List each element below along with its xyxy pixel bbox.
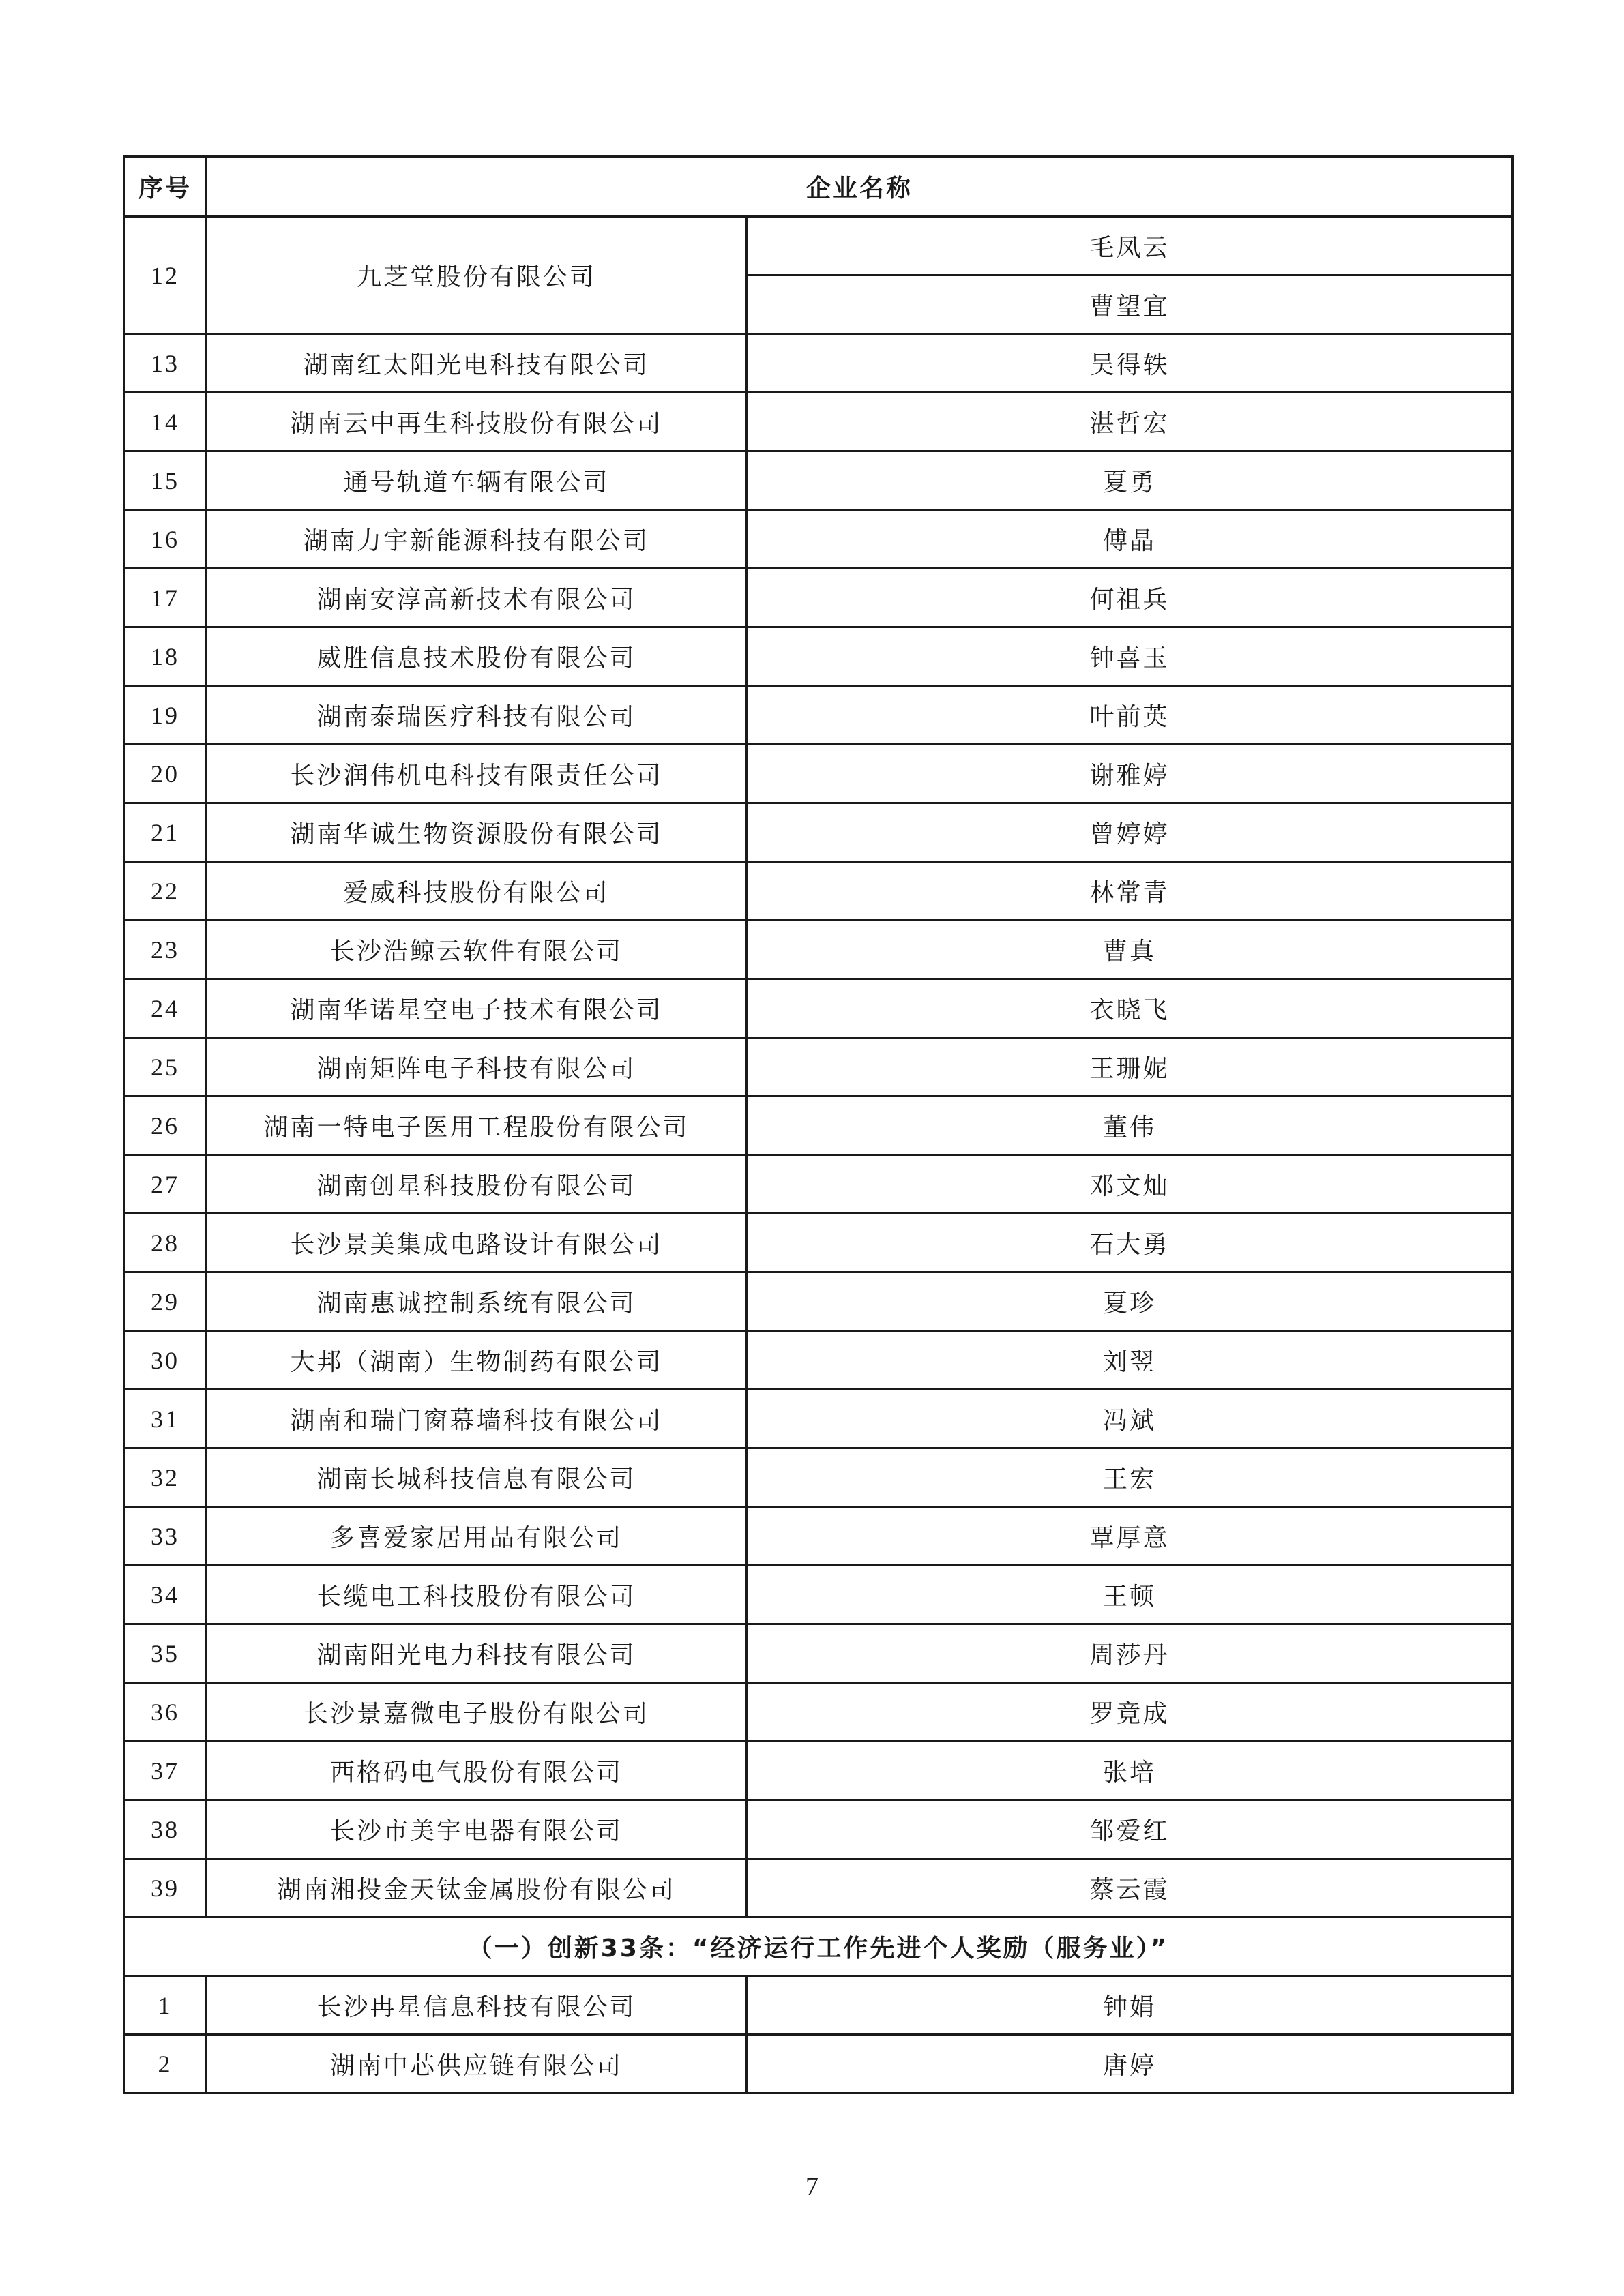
- row-seq: 33: [124, 1507, 207, 1566]
- row-seq: 12: [124, 217, 207, 334]
- table-row: [124, 1331, 1513, 1390]
- table-row: [124, 1624, 1513, 1683]
- header-seq: 序号: [124, 157, 207, 217]
- table-row: [124, 921, 1513, 979]
- row-seq: 20: [124, 745, 207, 803]
- row-person: 夏珍: [747, 1272, 1513, 1331]
- row-person: 傅晶: [747, 510, 1513, 569]
- table-row: [124, 1683, 1513, 1742]
- row-company: 威胜信息技术股份有限公司: [207, 627, 747, 686]
- row-company: 西格码电气股份有限公司: [207, 1742, 747, 1800]
- row-seq: 21: [124, 803, 207, 862]
- row-company: 长沙润伟机电科技有限责任公司: [207, 745, 747, 803]
- row-person: 石大勇: [747, 1214, 1513, 1272]
- row-seq: 27: [124, 1155, 207, 1214]
- row-seq: 14: [124, 393, 207, 451]
- row-seq: 32: [124, 1448, 207, 1507]
- row-seq: 36: [124, 1683, 207, 1742]
- table-row: [124, 686, 1513, 745]
- row-person: 罗竟成: [747, 1683, 1513, 1742]
- table-row: [124, 217, 1513, 275]
- row-company: 湖南力宇新能源科技有限公司: [207, 510, 747, 569]
- row-seq: 19: [124, 686, 207, 745]
- row-person: 吴得轶: [747, 334, 1513, 393]
- row-company: 湖南矩阵电子科技有限公司: [207, 1038, 747, 1097]
- row-person: 邓文灿: [747, 1155, 1513, 1214]
- row-person: 王珊妮: [747, 1038, 1513, 1097]
- row-person: 钟娟: [747, 1976, 1513, 2035]
- row-company: 湖南红太阳光电科技有限公司: [207, 334, 747, 393]
- table-row: [124, 569, 1513, 627]
- section-title: （一）创新33条：“经济运行工作先进个人奖励（服务业）”: [124, 1918, 1513, 1976]
- section-row: [124, 1918, 1513, 1976]
- row-person: 衣晓飞: [747, 979, 1513, 1038]
- row-company: 湖南安淳高新技术有限公司: [207, 569, 747, 627]
- row-company: 长沙市美宇电器有限公司: [207, 1800, 747, 1859]
- row-seq: 38: [124, 1800, 207, 1859]
- table-header-row: [124, 157, 1513, 217]
- row-person: 何祖兵: [747, 569, 1513, 627]
- row-company: 湖南一特电子医用工程股份有限公司: [207, 1097, 747, 1155]
- table-body: [124, 217, 1513, 2093]
- row-person: 曾婷婷: [747, 803, 1513, 862]
- table-row: [124, 745, 1513, 803]
- table-row: [124, 1038, 1513, 1097]
- award-list-table: [123, 155, 1514, 2094]
- row-seq: 34: [124, 1566, 207, 1624]
- row-seq: 15: [124, 451, 207, 510]
- table-row: [124, 393, 1513, 451]
- table-row: [124, 1214, 1513, 1272]
- row-person: 王宏: [747, 1448, 1513, 1507]
- row-company: 湖南阳光电力科技有限公司: [207, 1624, 747, 1683]
- row-seq: 16: [124, 510, 207, 569]
- table-row: [124, 2035, 1513, 2093]
- row-person: 冯斌: [747, 1390, 1513, 1448]
- row-seq: 25: [124, 1038, 207, 1097]
- row-company: 湖南长城科技信息有限公司: [207, 1448, 747, 1507]
- row-seq: 23: [124, 921, 207, 979]
- row-person: 曹望宜: [747, 275, 1513, 334]
- row-company: 大邦（湖南）生物制药有限公司: [207, 1331, 747, 1390]
- row-person: 毛凤云: [747, 217, 1513, 275]
- table-row: [124, 1390, 1513, 1448]
- row-seq: 28: [124, 1214, 207, 1272]
- row-company: 湖南和瑞门窗幕墙科技有限公司: [207, 1390, 747, 1448]
- row-company: 湖南华诺星空电子技术有限公司: [207, 979, 747, 1038]
- row-seq: 17: [124, 569, 207, 627]
- table-row: [124, 334, 1513, 393]
- table-row: [124, 1800, 1513, 1859]
- table-row: [124, 1566, 1513, 1624]
- row-person: 夏勇: [747, 451, 1513, 510]
- page-number: 7: [806, 2173, 818, 2201]
- row-seq: 31: [124, 1390, 207, 1448]
- row-company: 湖南泰瑞医疗科技有限公司: [207, 686, 747, 745]
- row-person: 董伟: [747, 1097, 1513, 1155]
- table-row: [124, 451, 1513, 510]
- table-row: [124, 1097, 1513, 1155]
- row-person: 周莎丹: [747, 1624, 1513, 1683]
- table-row: [124, 1155, 1513, 1214]
- table-row: [124, 1976, 1513, 2035]
- row-person: 蔡云霞: [747, 1859, 1513, 1918]
- row-seq: 29: [124, 1272, 207, 1331]
- table-row: [124, 979, 1513, 1038]
- row-company: 湖南惠诚控制系统有限公司: [207, 1272, 747, 1331]
- table-row: [124, 1272, 1513, 1331]
- row-company: 长沙景美集成电路设计有限公司: [207, 1214, 747, 1272]
- table-row: [124, 627, 1513, 686]
- row-person: 张培: [747, 1742, 1513, 1800]
- row-person: 曹真: [747, 921, 1513, 979]
- row-company: 湖南华诚生物资源股份有限公司: [207, 803, 747, 862]
- row-seq: 35: [124, 1624, 207, 1683]
- table-row: [124, 1507, 1513, 1566]
- table-row: [124, 1448, 1513, 1507]
- row-seq: 2: [124, 2035, 207, 2093]
- table-row: [124, 803, 1513, 862]
- row-company: 长沙景嘉微电子股份有限公司: [207, 1683, 747, 1742]
- row-seq: 26: [124, 1097, 207, 1155]
- row-company: 通号轨道车辆有限公司: [207, 451, 747, 510]
- table-row: [124, 510, 1513, 569]
- row-company: 长沙浩鲸云软件有限公司: [207, 921, 747, 979]
- table-row: [124, 862, 1513, 921]
- row-seq: 39: [124, 1859, 207, 1918]
- row-company: 湖南云中再生科技股份有限公司: [207, 393, 747, 451]
- row-person: 叶前英: [747, 686, 1513, 745]
- row-company: 爱威科技股份有限公司: [207, 862, 747, 921]
- row-person: 邹爱红: [747, 1800, 1513, 1859]
- row-person: 刘翌: [747, 1331, 1513, 1390]
- row-company: 九芝堂股份有限公司: [207, 217, 747, 334]
- row-seq: 22: [124, 862, 207, 921]
- header-company: 企业名称: [207, 157, 1513, 217]
- row-person: 唐婷: [747, 2035, 1513, 2093]
- row-seq: 37: [124, 1742, 207, 1800]
- row-person: 钟喜玉: [747, 627, 1513, 686]
- row-person: 林常青: [747, 862, 1513, 921]
- row-company: 长缆电工科技股份有限公司: [207, 1566, 747, 1624]
- row-company: 湖南中芯供应链有限公司: [207, 2035, 747, 2093]
- row-company: 湖南湘投金天钛金属股份有限公司: [207, 1859, 747, 1918]
- table-row: [124, 1742, 1513, 1800]
- row-company: 长沙冉星信息科技有限公司: [207, 1976, 747, 2035]
- row-seq: 13: [124, 334, 207, 393]
- row-seq: 1: [124, 1976, 207, 2035]
- row-seq: 18: [124, 627, 207, 686]
- row-person: 谢雅婷: [747, 745, 1513, 803]
- row-company: 多喜爱家居用品有限公司: [207, 1507, 747, 1566]
- row-person: 湛哲宏: [747, 393, 1513, 451]
- table-row: [124, 1859, 1513, 1918]
- row-seq: 24: [124, 979, 207, 1038]
- row-company: 湖南创星科技股份有限公司: [207, 1155, 747, 1214]
- row-person: 王顿: [747, 1566, 1513, 1624]
- row-person: 覃厚意: [747, 1507, 1513, 1566]
- row-seq: 30: [124, 1331, 207, 1390]
